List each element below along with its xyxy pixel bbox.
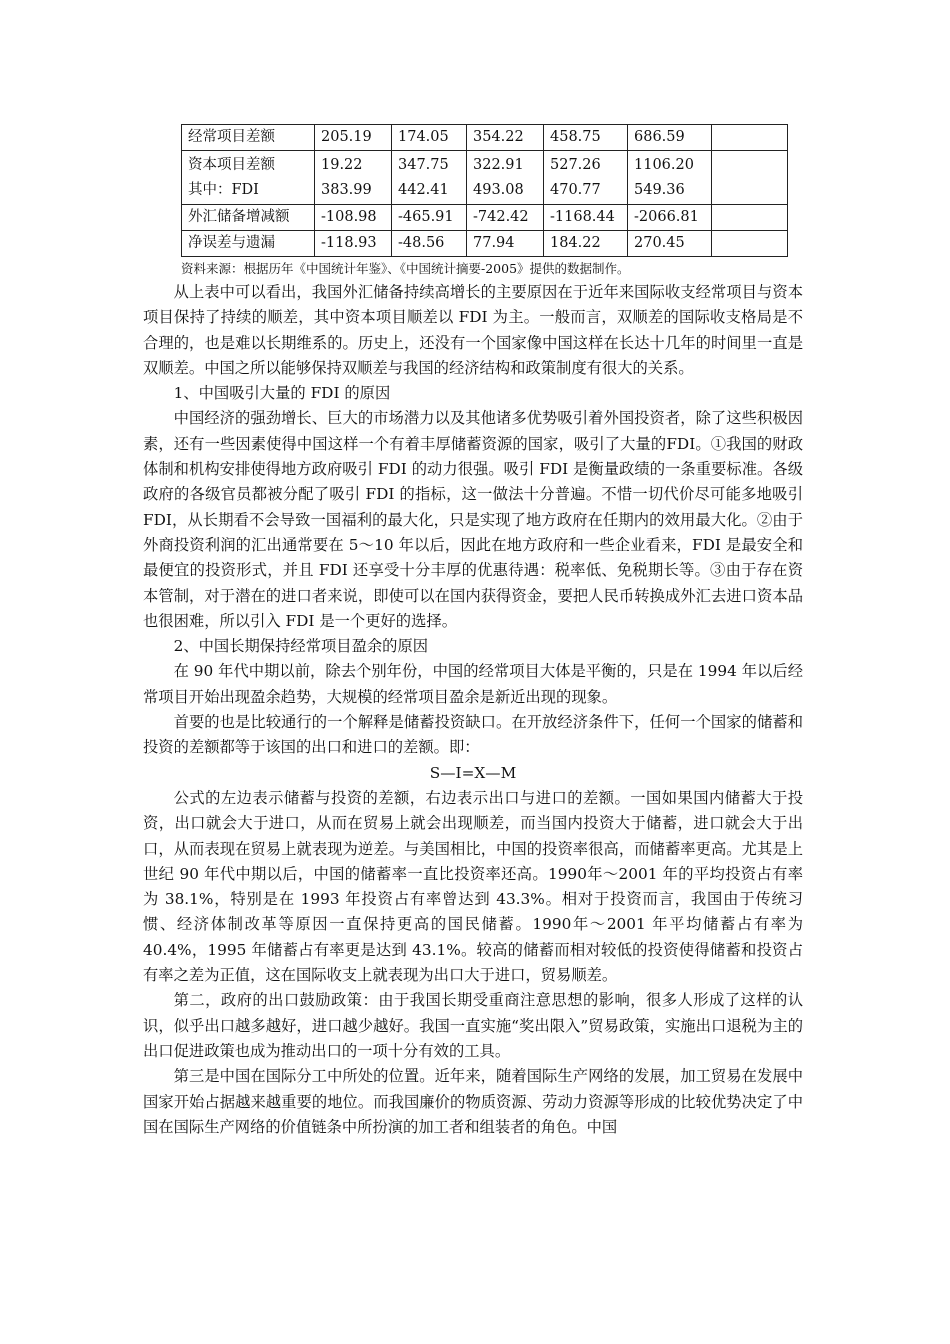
body-text bbox=[143, 280, 803, 1140]
cell-line: 资本项目差额 bbox=[188, 157, 275, 173]
value-cell bbox=[467, 151, 544, 205]
formula: S—I=X—M bbox=[429, 763, 517, 782]
paragraph: 首要的也是比较通行的一个解释是储蓄投资缺口。在开放经济条件下，任何一个国家的储蓄和投资的差额都等于该国的出口和进口的差额。即： bbox=[143, 713, 803, 757]
cell-line: 527.26 bbox=[550, 157, 601, 173]
cell-line: 493.08 bbox=[473, 182, 524, 198]
value-cell bbox=[315, 151, 392, 205]
value-cell: -465.91 bbox=[392, 205, 467, 231]
value-cell bbox=[628, 151, 712, 205]
value-cell: 270.45 bbox=[628, 231, 712, 257]
value-cell bbox=[712, 151, 788, 205]
cell-line: 470.77 bbox=[550, 182, 601, 198]
cell-line: 322.91 bbox=[473, 157, 524, 173]
cell-line: 347.75 bbox=[398, 157, 449, 173]
cell-line: 其中：FDI bbox=[188, 182, 259, 198]
value-cell: -1168.44 bbox=[544, 205, 628, 231]
cell-line: 549.36 bbox=[634, 182, 685, 198]
value-cell: 77.94 bbox=[467, 231, 544, 257]
table-row bbox=[182, 151, 788, 205]
value-cell: -118.93 bbox=[315, 231, 392, 257]
paragraph: 2、中国长期保持经常项目盈余的原因 bbox=[173, 637, 429, 656]
table-row bbox=[182, 125, 788, 151]
value-cell: 686.59 bbox=[628, 125, 712, 151]
paragraph: 在 90 年代中期以前，除去个别年份，中国的经常项目大体是平衡的，只是在 1994 年以后经常项目开始出现盈余趋势，大规模的经常项目盈余是新近出现的现象。 bbox=[143, 662, 803, 706]
row-label-cell: 净误差与遗漏 bbox=[182, 231, 315, 257]
paragraph: 公式的左边表示储蓄与投资的差额，右边表示出口与进口的差额。一国如果国内储蓄大于投资，出口就会大于进口，从而在贸易上就会出现顺差，而当国内投资大于储蓄，进口就会大于出口，从而表现在贸易上就表现为逆差。与美国相比，中国的投资率很高，而储蓄率更高。尤其是上世纪 90 年代中期以后，中国的储蓄率一直比投资率还高。1990年～2001 年的平均投资占有率为 38.1%，特别是在 1993 年投资占有率曾达到 43.3%。相对于投资而言，我国由于传统习惯、经济体制改革等原因一直保持更高的国民储蓄。1990年～2001 年平均储蓄占有率为 40.4%，1995 年储蓄占有率更是达到 43.1%。较高的储蓄而相对较低的投资使得储蓄和投资占有率之差为正值，这在国际收支上就表现为出口大于进口，贸易顺差。 bbox=[143, 788, 803, 985]
row-label-cell bbox=[182, 151, 315, 205]
row-label-cell: 外汇储备增减额 bbox=[182, 205, 315, 231]
table-row bbox=[182, 231, 788, 257]
cell-line bbox=[718, 166, 787, 191]
row-label-cell: 经常项目差额 bbox=[182, 125, 315, 151]
cell-line: 1106.20 bbox=[634, 157, 694, 173]
value-cell: 205.19 bbox=[315, 125, 392, 151]
paragraph: 从上表中可以看出，我国外汇储备持续高增长的主要原因在于近年来国际收支经常项目与资本项目保持了持续的顺差，其中资本项目顺差以 FDI 为主。一般而言，双顺差的国际收支格局是不合理的，也是难以长期维系的。历史上，还没有一个国家像中国这样在长达十几年的时间里一直是双顺差。中国之所以能够保持双顺差与我国的经济结构和政策制度有很大的关系。 bbox=[143, 283, 803, 377]
value-cell bbox=[392, 151, 467, 205]
paragraph: 第三是中国在国际分工中所处的位置。近年来，随着国际生产网络的发展，加工贸易在发展中国家开始占据越来越重要的地位。而我国廉价的物质资源、劳动力资源等形成的比较优势决定了中国在国际生产网络的价值链条中所扮演的加工者和组装者的角色。中国 bbox=[143, 1067, 803, 1136]
value-cell: -48.56 bbox=[392, 231, 467, 257]
value-cell: 174.05 bbox=[392, 125, 467, 151]
table-source-note: 资料来源：根据历年《中国统计年鉴》、《中国统计摘要-2005》提供的数据制作。 bbox=[181, 261, 630, 276]
value-cell bbox=[544, 151, 628, 205]
cell-line: 19.22 bbox=[321, 157, 363, 173]
paragraph: 1、中国吸引大量的 FDI 的原因 bbox=[173, 384, 391, 403]
value-cell: 354.22 bbox=[467, 125, 544, 151]
value-cell: -742.42 bbox=[467, 205, 544, 231]
cell-line: 442.41 bbox=[398, 182, 449, 198]
paragraph: 第二，政府的出口鼓励政策：由于我国长期受重商注意思想的影响，很多人形成了这样的认识，似乎出口越多越好，进口越少越好。我国一直实施“奖出限入”贸易政策，实施出口退税为主的出口促进政策也成为推动出口的一项十分有效的工具。 bbox=[143, 991, 803, 1060]
value-cell bbox=[712, 125, 788, 151]
value-cell bbox=[712, 231, 788, 257]
table-row bbox=[182, 205, 788, 231]
value-cell bbox=[712, 205, 788, 231]
value-cell: -108.98 bbox=[315, 205, 392, 231]
balance-of-payments-table bbox=[181, 124, 788, 257]
paragraph: 中国经济的强劲增长、巨大的市场潜力以及其他诸多优势吸引着外国投资者，除了这些积极因素，还有一些因素使得中国这样一个有着丰厚储蓄资源的国家，吸引了大量的FDI。①我国的财政体制和机构安排使得地方政府吸引 FDI 的动力很强。吸引 FDI 是衡量政绩的一条重要标准。各级政府的各级官员都被分配了吸引 FDI 的指标，这一做法十分普遍。不惜一切代价尽可能多地吸引 FDI，从长期看不会导致一国福利的最大化，只是实现了地方政府在任期内的效用最大化。②由于外商投资利润的汇出通常要在 5～10 年以后，因此在地方政府和一些企业看来，FDI 是最安全和最便宜的投资形式，并且 FDI 还享受十分丰厚的优惠待遇：税率低、免税期长等。③由于存在资本管制，对于潜在的进口者来说，即使可以在国内获得资金，要把人民币转换成外汇去进口资本品也很困难，所以引入 FDI 是一个更好的选择。 bbox=[143, 409, 803, 630]
value-cell: 458.75 bbox=[544, 125, 628, 151]
value-cell: -2066.81 bbox=[628, 205, 712, 231]
value-cell: 184.22 bbox=[544, 231, 628, 257]
cell-line: 383.99 bbox=[321, 182, 372, 198]
